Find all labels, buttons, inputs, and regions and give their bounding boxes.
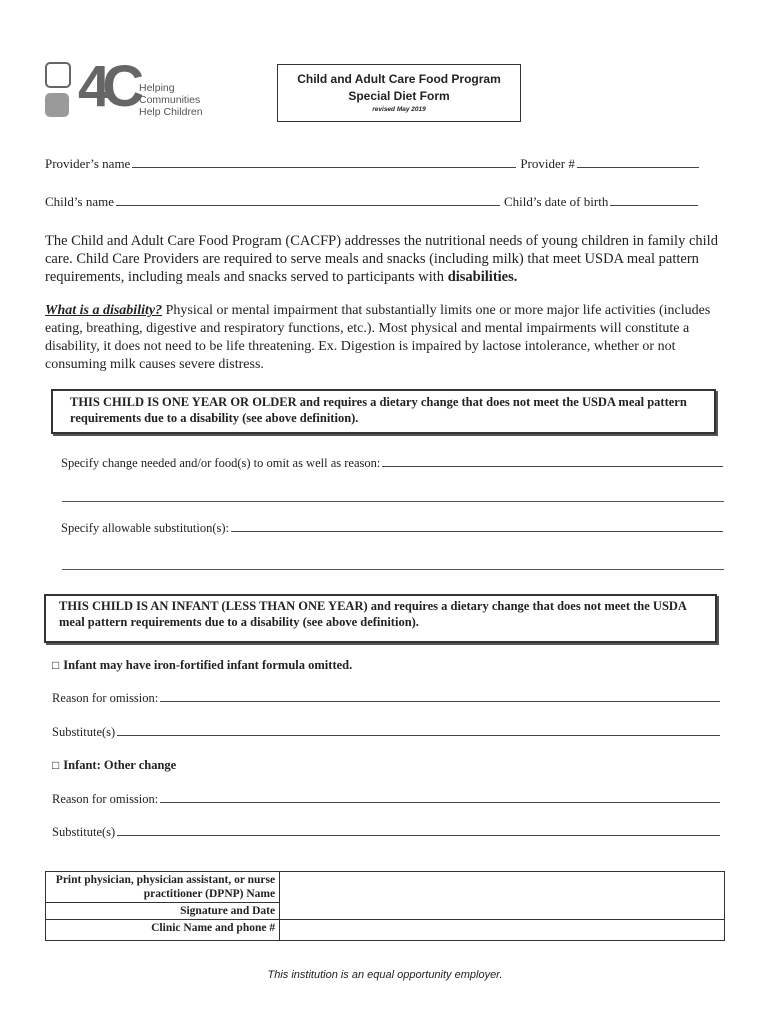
reason-label-1: Reason for omission:	[52, 691, 159, 705]
intro-paragraph	[45, 232, 725, 286]
checkbox-icon[interactable]: □	[52, 658, 60, 672]
substitution-row	[61, 521, 725, 536]
footer-statement: This institution is an equal opportunity employer.	[267, 969, 503, 981]
logo-line-1: Helping	[139, 82, 175, 94]
reason-row-2	[52, 792, 722, 807]
infant-box-text: THIS CHILD IS AN INFANT (LESS THAN ONE YEAR) and requires a dietary change that does not meet the USDA meal pattern requirements due to a disability (see above definition).	[59, 599, 687, 629]
provider-number-label: Provider #	[520, 156, 575, 171]
reason-row-1	[52, 691, 722, 706]
disability-heading: What is a disability?	[45, 303, 163, 318]
disability-text: Physical or mental impairment that substantially limits one or more major life activities (includes eating, breathing, digestive and respiratory functions, etc.). Most physical and mental impairments will constitute a disability, it does not need to be life threatening. Ex. Digestion is impaired by lactose intolerance, whether or not consuming milk causes severe distress.	[45, 303, 711, 372]
change-field[interactable]	[382, 456, 723, 467]
infant-option-other[interactable]	[52, 758, 176, 773]
form-subtitle: Special Diet Form	[348, 89, 450, 103]
signature-date-label: Signature and Date	[46, 903, 280, 920]
provider-row	[45, 156, 725, 172]
logo-mark: 4C	[78, 54, 137, 119]
reason-label-2: Reason for omission:	[52, 792, 159, 806]
substitute-row-1	[52, 725, 722, 740]
clinic-field[interactable]	[280, 920, 725, 941]
substitute-label-2: Substitute(s)	[52, 825, 116, 839]
infant-box	[44, 594, 717, 643]
older-child-box-text: THIS CHILD IS ONE YEAR OR OLDER and requires a dietary change that does not meet the USDA meal pattern requirements due to a disability (see above definition).	[70, 395, 687, 425]
intro-bold: disabilities.	[447, 269, 518, 285]
infant-option-formula-label: Infant may have iron-fortified infant formula omitted.	[63, 658, 353, 672]
child-name-field[interactable]	[116, 195, 500, 206]
form-title-box	[277, 64, 521, 122]
physician-name-label: Print physician, physician assistant, or nurse practitioner (DPNP) Name	[46, 872, 280, 903]
disability-paragraph	[45, 302, 725, 374]
revised-date: revised May 2019	[372, 106, 426, 113]
logo-square-outline	[45, 62, 71, 88]
substitute-field-1[interactable]	[117, 725, 720, 736]
table-row	[46, 872, 725, 903]
substitute-field-2[interactable]	[117, 825, 720, 836]
change-label: Specify change needed and/or food(s) to omit as well as reason:	[61, 456, 381, 470]
infant-option-formula[interactable]	[52, 658, 352, 673]
provider-number-field[interactable]	[577, 157, 699, 168]
older-child-box	[51, 389, 716, 434]
logo-line-3: Help Children	[139, 106, 203, 118]
substitution-field[interactable]	[231, 521, 723, 532]
child-dob-label: Child’s date of birth	[503, 194, 609, 209]
checkbox-icon[interactable]: □	[52, 758, 60, 772]
reason-field-2[interactable]	[160, 792, 720, 803]
clinic-label: Clinic Name and phone #	[46, 920, 280, 941]
provider-name-field[interactable]	[132, 157, 516, 168]
change-field-line-2[interactable]	[62, 500, 724, 502]
form-title: Child and Adult Care Food Program	[297, 72, 501, 86]
reason-field-1[interactable]	[160, 691, 720, 702]
signature-table	[45, 871, 725, 941]
infant-option-other-label: Infant: Other change	[63, 758, 177, 772]
logo-tagline	[139, 82, 203, 118]
child-dob-field[interactable]	[610, 195, 698, 206]
table-row	[46, 920, 725, 941]
child-name-label: Child’s name	[45, 194, 114, 209]
substitute-label-1: Substitute(s)	[52, 725, 116, 739]
substitute-row-2	[52, 825, 722, 840]
substitution-field-line-2[interactable]	[62, 568, 724, 570]
logo-line-2: Communities	[139, 94, 201, 106]
intro-text: The Child and Adult Care Food Program (CACFP) addresses the nutritional needs of young children in family child care. Child Care Providers are required to serve meals and snacks (including milk) that meet USDA meal pattern requirements, including meals and snacks served to participants with	[45, 233, 718, 285]
physician-name-field[interactable]	[280, 872, 725, 920]
provider-name-label: Provider’s name	[45, 156, 131, 171]
logo-square-solid	[45, 93, 69, 117]
logo	[45, 54, 215, 124]
change-row	[61, 456, 725, 471]
substitution-label: Specify allowable substitution(s):	[61, 521, 230, 535]
child-row	[45, 194, 725, 210]
